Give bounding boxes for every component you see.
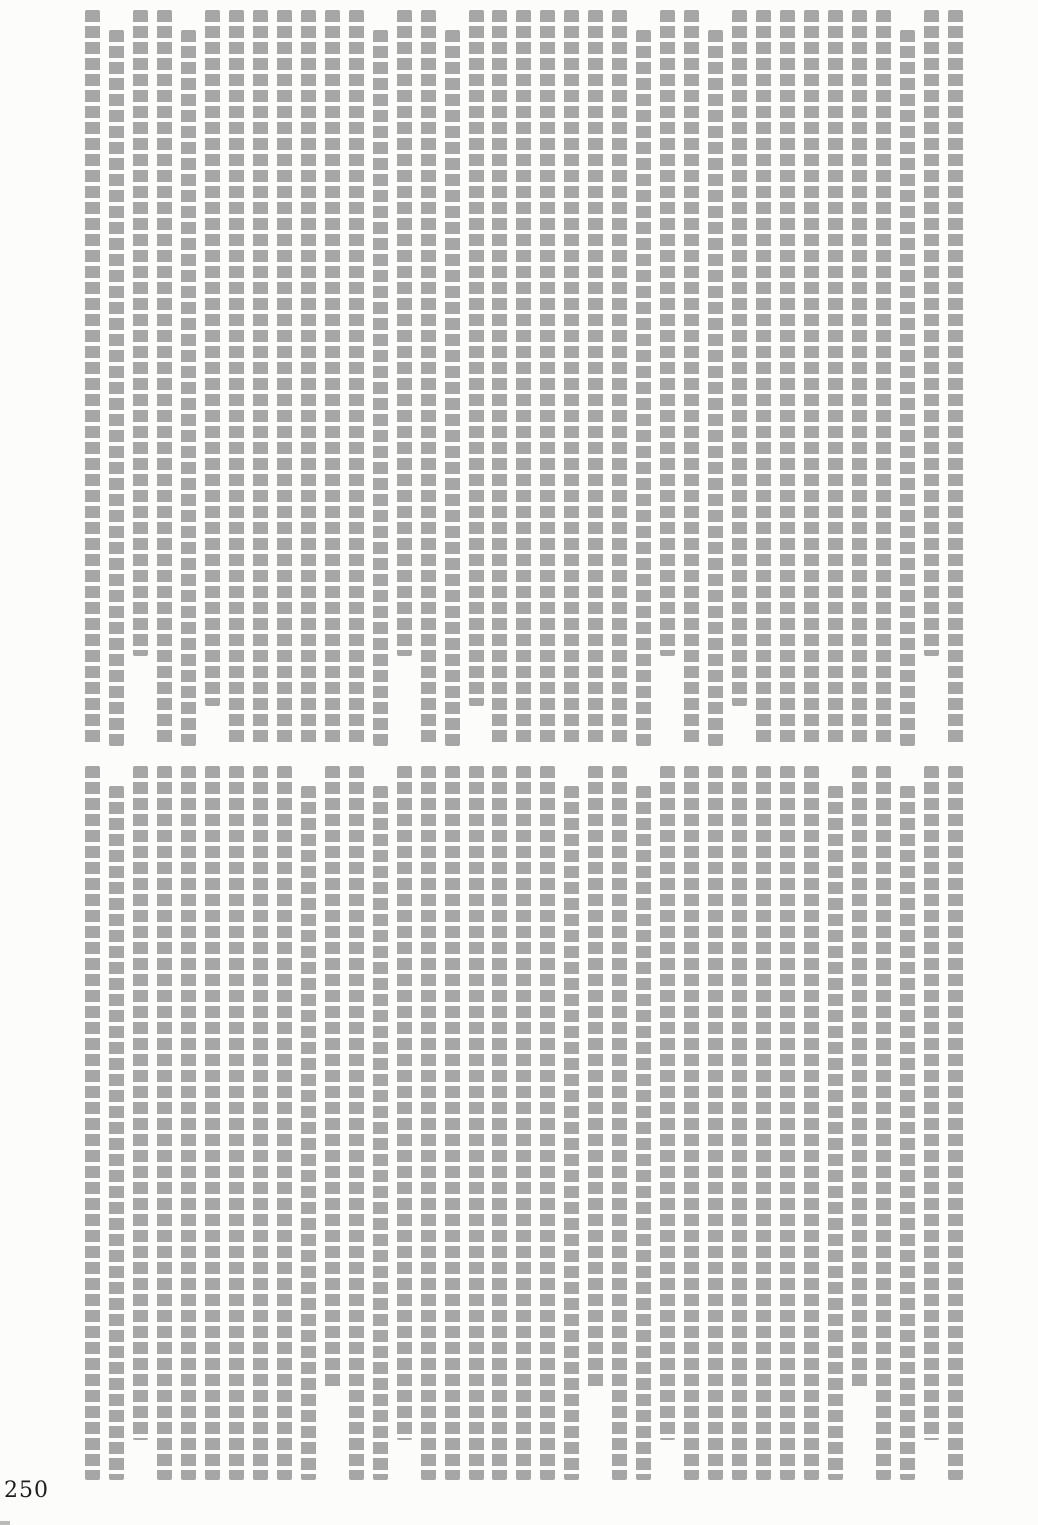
redacted-text-column <box>181 30 196 746</box>
redacted-text-column <box>948 766 963 1480</box>
redacted-text-column <box>349 10 364 746</box>
redacted-text-column <box>564 10 579 746</box>
redacted-text-column <box>109 786 124 1480</box>
redacted-text-column <box>756 766 771 1480</box>
redacted-text-column <box>732 766 747 1480</box>
redacted-text-column <box>924 10 939 656</box>
redacted-text-column <box>708 30 723 746</box>
redacted-text-column <box>732 10 747 706</box>
redacted-text-column <box>85 766 100 1480</box>
redacted-text-column <box>588 766 603 1390</box>
redacted-text-column <box>181 766 196 1480</box>
text-block-top <box>85 10 963 746</box>
redacted-text-column <box>636 786 651 1480</box>
redacted-text-column <box>900 30 915 746</box>
redacted-text-column <box>253 766 268 1480</box>
redacted-text-column <box>133 10 148 656</box>
redacted-text-column <box>157 766 172 1480</box>
redacted-text-column <box>492 10 507 746</box>
redacted-text-column <box>421 10 436 746</box>
redacted-text-column <box>684 10 699 746</box>
redacted-text-column <box>229 10 244 746</box>
redacted-text-column <box>373 30 388 746</box>
redacted-text-column <box>469 766 484 1480</box>
redacted-text-column <box>612 766 627 1480</box>
redacted-text-column <box>469 10 484 706</box>
redacted-text-column <box>876 10 891 746</box>
redacted-text-column <box>516 766 531 1480</box>
page-number: 250 <box>4 1478 49 1503</box>
redacted-text-column <box>636 30 651 746</box>
redacted-text-column <box>277 10 292 746</box>
redacted-text-column <box>253 10 268 746</box>
redacted-text-column <box>205 10 220 706</box>
redacted-text-column <box>660 10 675 656</box>
redacted-text-column <box>924 766 939 1440</box>
redacted-text-column <box>492 766 507 1480</box>
redacted-text-column <box>373 786 388 1480</box>
redacted-text-column <box>828 10 843 746</box>
redacted-text-column <box>804 766 819 1480</box>
redacted-text-column <box>157 10 172 746</box>
redacted-text-column <box>133 766 148 1440</box>
redacted-text-column <box>325 766 340 1390</box>
redacted-text-column <box>397 766 412 1440</box>
redacted-text-column <box>612 10 627 746</box>
redacted-text-column <box>540 766 555 1480</box>
redacted-text-column <box>516 10 531 746</box>
redacted-text-column <box>229 766 244 1480</box>
redacted-text-column <box>780 10 795 746</box>
redacted-text-column <box>804 10 819 746</box>
redacted-text-column <box>660 766 675 1440</box>
scan-edge-artifact <box>0 1521 10 1525</box>
redacted-text-column <box>277 766 292 1480</box>
redacted-text-column <box>564 786 579 1480</box>
redacted-text-column <box>876 766 891 1480</box>
redacted-text-column <box>756 10 771 746</box>
redacted-text-column <box>588 10 603 746</box>
redacted-text-column <box>445 766 460 1480</box>
redacted-text-column <box>900 786 915 1480</box>
redacted-text-column <box>948 10 963 746</box>
redacted-text-column <box>852 10 867 746</box>
redacted-text-column <box>325 10 340 746</box>
redacted-text-column <box>85 10 100 746</box>
redacted-text-column <box>780 766 795 1480</box>
redacted-text-column <box>301 786 316 1480</box>
redacted-text-column <box>421 766 436 1480</box>
redacted-text-column <box>205 766 220 1480</box>
redacted-text-column <box>828 786 843 1480</box>
redacted-text-column <box>445 30 460 746</box>
text-block-bottom <box>85 766 963 1480</box>
redacted-text-column <box>708 766 723 1480</box>
redacted-text-column <box>540 10 555 746</box>
redacted-text-column <box>852 766 867 1390</box>
redacted-text-column <box>349 766 364 1480</box>
redacted-text-column <box>684 766 699 1480</box>
redacted-text-column <box>109 30 124 746</box>
redacted-text-column <box>301 10 316 746</box>
redacted-text-column <box>397 10 412 656</box>
